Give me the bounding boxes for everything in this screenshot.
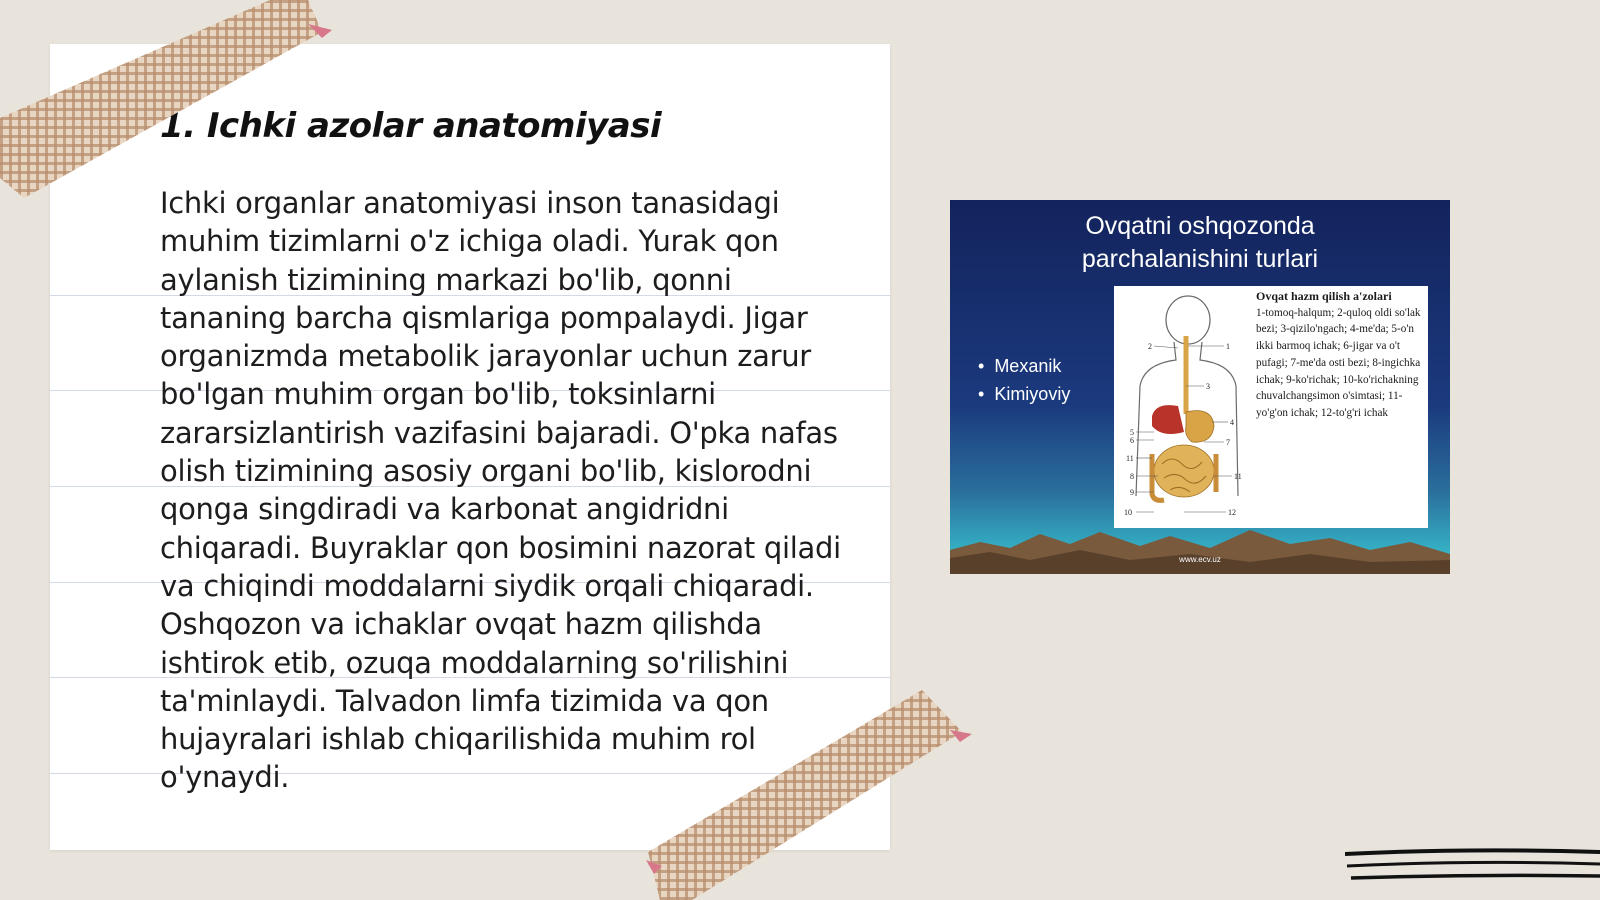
figure-label: 9 [1130,488,1134,497]
figure-caption-text: 1-tomoq-halqum; 2-quloq oldi so'lak bezi; 3-qizilo'ngach; 4-me'da; 5-o'n ikki barmoq ichak; 6-jigar va o't pufagi; 7-me'da osti bezi; 8-ingichka ichak; 9-ko'richak; 10-ko'richakning chuvalchangsimon o'simtasi; 11-yo'g'on ichak; 12-to'g'ri ichak [1256,306,1421,419]
decorative-brush-strokes [1345,846,1600,886]
mountain-silhouette [950,514,1450,574]
figure-label: 1 [1226,342,1230,351]
digestion-slide-image [950,200,1450,574]
washi-tape-bottom [640,690,990,900]
digestive-system-illustration [1114,286,1254,528]
figure-label: 10 [1124,508,1132,517]
digestive-system-figure [1114,286,1428,528]
bullet-item: • Kimiyoviy [978,380,1070,408]
slide-bullet-list [978,352,1070,408]
slide-title-line: parchalanishini turlari [1081,245,1319,273]
body-paragraph: Ichki organlar anatomiyasi inson tanasidagi muhim tizimlarni o'z ichiga oladi. Yurak qon aylanish tizimining markazi bo'lib, qonni tananing barcha qismlariga pompalaydi. Jigar organizmda metabolik jarayonlar uchun zarur bo'lgan muhim organ bo'lib, toksinlarni zararsizlantirish vazifasini bajaradi. O'pka nafas olish tizimining asosiy organi bo'lib, kislorodni qonga singdiradi va karbonat angidridni chiqaradi. Buyraklar qon bosimini nazorat qiladi va chiqindi moddalarni siydik orqali chiqaradi. Oshqozon va ichaklar ovqat hazm qilishda ishtirok etib, ozuqa moddalarning so'rilishini ta'minlaydi. Talvadon limfa tizimida va qon hujayralari ishlab chiqarilishida muhim rol o'ynaydi. [160,186,841,795]
figure-label: 3 [1206,382,1210,391]
slide-website: www.ecv.uz [1179,555,1221,564]
figure-label: 2 [1148,342,1152,351]
figure-label: 4 [1230,418,1234,427]
washi-tape-top-left [0,0,340,205]
figure-label: 11 [1126,454,1134,463]
figure-label: 6 [1130,436,1134,445]
figure-label: 5 [1130,428,1134,437]
figure-caption [1256,288,1426,422]
figure-label: 8 [1130,472,1134,481]
page-title: 1. Ichki azolar anatomiyasi [160,106,662,146]
figure-label: 11 [1234,472,1242,481]
slide-title [950,210,1450,276]
figure-label: 12 [1228,508,1236,517]
figure-label: 7 [1226,438,1230,447]
slide-title-line: Ovqatni oshqozonda [1085,212,1315,240]
bullet-item: • Mexanik [978,352,1070,380]
figure-heading: Ovqat hazm qilish a'zolari [1256,289,1392,303]
